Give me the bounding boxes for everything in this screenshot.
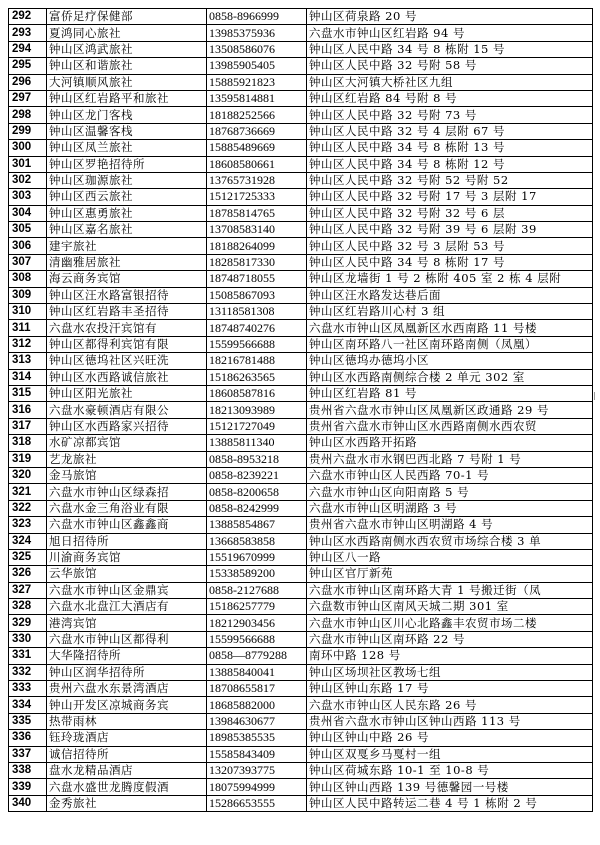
table-row [9,402,593,418]
address: 钟山区人民中路转运二巷 4 号 1 栋附 2 号 [307,795,593,811]
business-name: 钟山区红岩路丰圣招待 [47,304,207,320]
business-name: 艺龙旅社 [47,451,207,467]
row-number: 299 [9,123,47,139]
row-number: 335 [9,713,47,729]
row-number: 316 [9,402,47,418]
table-row [9,238,593,254]
row-number: 336 [9,730,47,746]
business-name: 云华旅馆 [47,566,207,582]
address: 钟山区人民中路 32 号 4 层附 67 号 [307,123,593,139]
address: 钟山区红岩路川心村 3 组 [307,304,593,320]
row-number: 297 [9,90,47,106]
table-row [9,9,593,25]
address: 六盘水市钟山区明湖路 3 号 [307,500,593,516]
row-number: 340 [9,795,47,811]
phone-number: 13885811340 [207,435,307,451]
table-row [9,222,593,238]
phone-number: 0858-8242999 [207,500,307,516]
row-number: 313 [9,353,47,369]
row-number: 333 [9,681,47,697]
phone-number: 15186263565 [207,369,307,385]
table-row [9,25,593,41]
phone-number: 13708583140 [207,222,307,238]
phone-number: 13885854867 [207,517,307,533]
phone-number: 15585843409 [207,746,307,762]
address: 钟山区人民中路 34 号 8 栋附 13 号 [307,140,593,156]
address: 钟山区双戛乡马戛村一组 [307,746,593,762]
business-name: 钟山区和谐旅社 [47,58,207,74]
table-row [9,107,593,123]
row-number: 322 [9,500,47,516]
row-number: 302 [9,172,47,188]
business-name: 富侨足疗保健部 [47,9,207,25]
address: 贵州六盘水市水钢巴西北路 7 号附 1 号 [307,451,593,467]
row-number: 327 [9,582,47,598]
business-name: 六盘水北盘江大酒店有 [47,599,207,615]
table-row [9,451,593,467]
table-row [9,599,593,615]
business-name: 钟山开发区凉城商务宾 [47,697,207,713]
table-row [9,336,593,352]
business-name: 盘水龙精品酒店 [47,762,207,778]
phone-number: 15599566688 [207,631,307,647]
row-number: 331 [9,648,47,664]
address: 六盘水市钟山区红岩路 94 号 [307,25,593,41]
table-row [9,287,593,303]
table-row [9,615,593,631]
business-name: 钟山区罗艳招待所 [47,156,207,172]
phone-number: 13885840041 [207,664,307,680]
row-number: 300 [9,140,47,156]
business-name: 钟山区温馨客栈 [47,123,207,139]
row-number: 329 [9,615,47,631]
phone-number: 0858-2127688 [207,582,307,598]
business-name: 钟山区西云旅社 [47,189,207,205]
business-name: 水矿凉都宾馆 [47,435,207,451]
table-row [9,123,593,139]
row-number: 304 [9,205,47,221]
row-number: 325 [9,549,47,565]
phone-number: 15121727049 [207,418,307,434]
phone-number: 18608587816 [207,385,307,401]
business-name: 钟山区红岩路平和旅社 [47,90,207,106]
phone-number: 15286653555 [207,795,307,811]
phone-number: 15599566688 [207,336,307,352]
address: 六盘水市钟山区南环路 22 号 [307,631,593,647]
table-row [9,500,593,516]
address: 钟山区荷城东路 10-1 至 10-8 号 [307,762,593,778]
address: 钟山区南环路八一社区南环路南侧（凤凰） [307,336,593,352]
row-number: 293 [9,25,47,41]
table-row [9,779,593,795]
table-row [9,271,593,287]
address: 贵州省六盘水市钟山区凤凰新区政通路 29 号 [307,402,593,418]
table-row [9,549,593,565]
phone-number: 18212903456 [207,615,307,631]
business-name: 六盘水市钟山区都得利 [47,631,207,647]
table-row [9,435,593,451]
table-row [9,140,593,156]
phone-number: 0858-8966999 [207,9,307,25]
address: 六盘水市钟山区凤凰新区水西南路 11 号楼 [307,320,593,336]
business-name: 六盘水市钟山区金鼎宾 [47,582,207,598]
business-name: 川渝商务宾馆 [47,549,207,565]
phone-number: 18708655817 [207,681,307,697]
row-number: 330 [9,631,47,647]
row-number: 324 [9,533,47,549]
table-row [9,467,593,483]
table-row [9,418,593,434]
business-name: 旭日招待所 [47,533,207,549]
row-number: 296 [9,74,47,90]
table-row [9,484,593,500]
row-number: 323 [9,517,47,533]
business-name: 钟山区水西路诚信旅社 [47,369,207,385]
table-row [9,713,593,729]
phone-number: 0858-8239221 [207,467,307,483]
address: 钟山区人民中路 34 号 8 栋附 15 号 [307,41,593,57]
phone-number: 18785814765 [207,205,307,221]
table-row [9,90,593,106]
table-row [9,648,593,664]
business-name: 海云商务宾馆 [47,271,207,287]
address: 钟山区水西路南侧综合楼 2 单元 302 室 [307,369,593,385]
table-row [9,385,593,401]
row-number: 310 [9,304,47,320]
table-row [9,795,593,811]
business-name: 六盘水盛世龙腾度假酒 [47,779,207,795]
address: 钟山区水西路南侧水西农贸市场综合楼 3 单 [307,533,593,549]
row-number: 332 [9,664,47,680]
row-number: 318 [9,435,47,451]
address: 钟山区荷泉路 20 号 [307,9,593,25]
phone-number: 13508586076 [207,41,307,57]
row-number: 339 [9,779,47,795]
row-number: 311 [9,320,47,336]
address: 钟山区德坞办德坞小区 [307,353,593,369]
phone-number: 13595814881 [207,90,307,106]
row-number: 292 [9,9,47,25]
table-row [9,156,593,172]
business-name: 夏鸿同心旅社 [47,25,207,41]
business-name: 金马旅馆 [47,467,207,483]
row-number: 305 [9,222,47,238]
address: 钟山区大河镇大桥社区九组 [307,74,593,90]
address: 贵州省六盘水市钟山区水西路南侧水西农贸 [307,418,593,434]
business-name: 钟山区珈源旅社 [47,172,207,188]
row-number: 312 [9,336,47,352]
table-row [9,172,593,188]
address: 钟山区八一路 [307,549,593,565]
phone-number: 18216781488 [207,353,307,369]
table-row [9,746,593,762]
row-number: 315 [9,385,47,401]
phone-number: 18985385535 [207,730,307,746]
phone-number: 13118581308 [207,304,307,320]
table-row [9,304,593,320]
business-name: 钟山区鸿武旅社 [47,41,207,57]
table-row [9,681,593,697]
table-row [9,320,593,336]
business-name: 钰玲珑酒店 [47,730,207,746]
row-number: 303 [9,189,47,205]
business-name: 贵州六盘水东景湾酒店 [47,681,207,697]
row-number: 308 [9,271,47,287]
hotel-list-table-wrap [8,8,592,812]
phone-number: 15085867093 [207,287,307,303]
address: 六盘水市钟山区川心北路鑫丰农贸市场二楼 [307,615,593,631]
phone-number: 18768736669 [207,123,307,139]
address: 钟山区水西路开拓路 [307,435,593,451]
business-name: 钟山区润华招待所 [47,664,207,680]
business-name: 钟山区龙门客栈 [47,107,207,123]
row-number: 321 [9,484,47,500]
address: 钟山区场坝社区教场七组 [307,664,593,680]
business-name: 热带雨林 [47,713,207,729]
table-row [9,517,593,533]
address: 钟山区人民中路 32 号附 17 号 3 层附 17 [307,189,593,205]
business-name: 钟山区惠勇旅社 [47,205,207,221]
business-name: 清幽雅居旅社 [47,254,207,270]
phone-number: 18748718055 [207,271,307,287]
table-row [9,664,593,680]
address: 钟山区官厅新苑 [307,566,593,582]
business-name: 钟山区水西路家兴招待 [47,418,207,434]
table-row [9,189,593,205]
address: 贵州省六盘水市钟山区明湖路 4 号 [307,517,593,533]
phone-number: 18213093989 [207,402,307,418]
phone-number: 18188252566 [207,107,307,123]
row-number: 337 [9,746,47,762]
address: 六盘水市钟山区人民东路 26 号 [307,697,593,713]
business-name: 钟山区汪水路富银招待 [47,287,207,303]
row-number: 298 [9,107,47,123]
address: 钟山区人民中路 32 号附 58 号 [307,58,593,74]
phone-number: 0858-8953218 [207,451,307,467]
row-number: 317 [9,418,47,434]
address: 贵州省六盘水市钟山区钟山西路 113 号 [307,713,593,729]
table-row [9,74,593,90]
row-number: 328 [9,599,47,615]
address: 南环中路 128 号 [307,648,593,664]
business-name: 诚信招待所 [47,746,207,762]
address: 钟山区人民中路 32 号 3 层附 53 号 [307,238,593,254]
phone-number: 13207393775 [207,762,307,778]
table-row [9,762,593,778]
table-row [9,730,593,746]
row-number: 314 [9,369,47,385]
phone-number: 18285817330 [207,254,307,270]
table-row [9,205,593,221]
table-row [9,41,593,57]
business-name: 大河镇顺风旅社 [47,74,207,90]
row-number: 301 [9,156,47,172]
phone-number: 13985905405 [207,58,307,74]
business-name: 钟山区阳光旅社 [47,385,207,401]
table-row [9,369,593,385]
row-number: 326 [9,566,47,582]
address: 钟山区人民中路 32 号附 73 号 [307,107,593,123]
address: 钟山区红岩路 84 号附 8 号 [307,90,593,106]
phone-number: 15338589200 [207,566,307,582]
row-number: 309 [9,287,47,303]
phone-number: 18685882000 [207,697,307,713]
phone-number: 15885489669 [207,140,307,156]
table-row [9,533,593,549]
business-name: 六盘水市钟山区绿森招 [47,484,207,500]
business-name: 建宇旅社 [47,238,207,254]
hotel-list-table [8,8,593,812]
phone-number: 15519670999 [207,549,307,565]
address: 钟山区人民中路 32 号附 39 号 6 层附 39 [307,222,593,238]
table-row [9,566,593,582]
row-number: 307 [9,254,47,270]
phone-number: 13984630677 [207,713,307,729]
address: 钟山区人民中路 32 号附 52 号附 52 [307,172,593,188]
address: 钟山区钟山西路 139 号德馨园一号楼 [307,779,593,795]
row-number: 294 [9,41,47,57]
business-name: 钟山区嘉名旅社 [47,222,207,238]
row-number: 320 [9,467,47,483]
address: 六盘水市钟山区人民西路 70-1 号 [307,467,593,483]
business-name: 港湾宾馆 [47,615,207,631]
phone-number: 15885921823 [207,74,307,90]
address: 钟山区人民中路 34 号 8 栋附 17 号 [307,254,593,270]
phone-number: 13985375936 [207,25,307,41]
row-number: 334 [9,697,47,713]
table-row [9,254,593,270]
address: 六盘数市钟山区南风天城二期 301 室 [307,599,593,615]
phone-number: 0858-8200658 [207,484,307,500]
row-number: 306 [9,238,47,254]
address: 六盘水市钟山区南环路大青 1 号搬迁街（凤 [307,582,593,598]
page-edge-mark [594,392,598,400]
table-row [9,697,593,713]
phone-number: 18188264099 [207,238,307,254]
business-name: 六盘水金三角浴业有限 [47,500,207,516]
phone-number: 0858—8779288 [207,648,307,664]
row-number: 295 [9,58,47,74]
business-name: 金秀旅社 [47,795,207,811]
address: 六盘水市钟山区向阳南路 5 号 [307,484,593,500]
phone-number: 18748740276 [207,320,307,336]
address: 钟山区红岩路 81 号 [307,385,593,401]
business-name: 六盘水农投汗宾馆有 [47,320,207,336]
table-row [9,582,593,598]
address: 钟山区人民中路 34 号 8 栋附 12 号 [307,156,593,172]
phone-number: 13765731928 [207,172,307,188]
row-number: 319 [9,451,47,467]
address: 钟山区龙墙街 1 号 2 栋附 405 室 2 栋 4 层附 [307,271,593,287]
phone-number: 18608580661 [207,156,307,172]
business-name: 钟山区凤兰旅社 [47,140,207,156]
address: 钟山区钟山东路 17 号 [307,681,593,697]
phone-number: 18075994999 [207,779,307,795]
address: 钟山区人民中路 32 号附 32 号 6 层 [307,205,593,221]
phone-number: 15186257779 [207,599,307,615]
phone-number: 15121725333 [207,189,307,205]
table-row [9,58,593,74]
business-name: 钟山区德坞社区兴旺洗 [47,353,207,369]
business-name: 钟山区都得利宾馆有限 [47,336,207,352]
business-name: 六盘水市钟山区鑫鑫商 [47,517,207,533]
address: 钟山区汪水路发达巷后面 [307,287,593,303]
table-body [9,9,593,812]
address: 钟山区钟山中路 26 号 [307,730,593,746]
business-name: 六盘水豪顿酒店有限公 [47,402,207,418]
business-name: 大华隆招待所 [47,648,207,664]
row-number: 338 [9,762,47,778]
table-row [9,631,593,647]
table-row [9,353,593,369]
phone-number: 13668583858 [207,533,307,549]
